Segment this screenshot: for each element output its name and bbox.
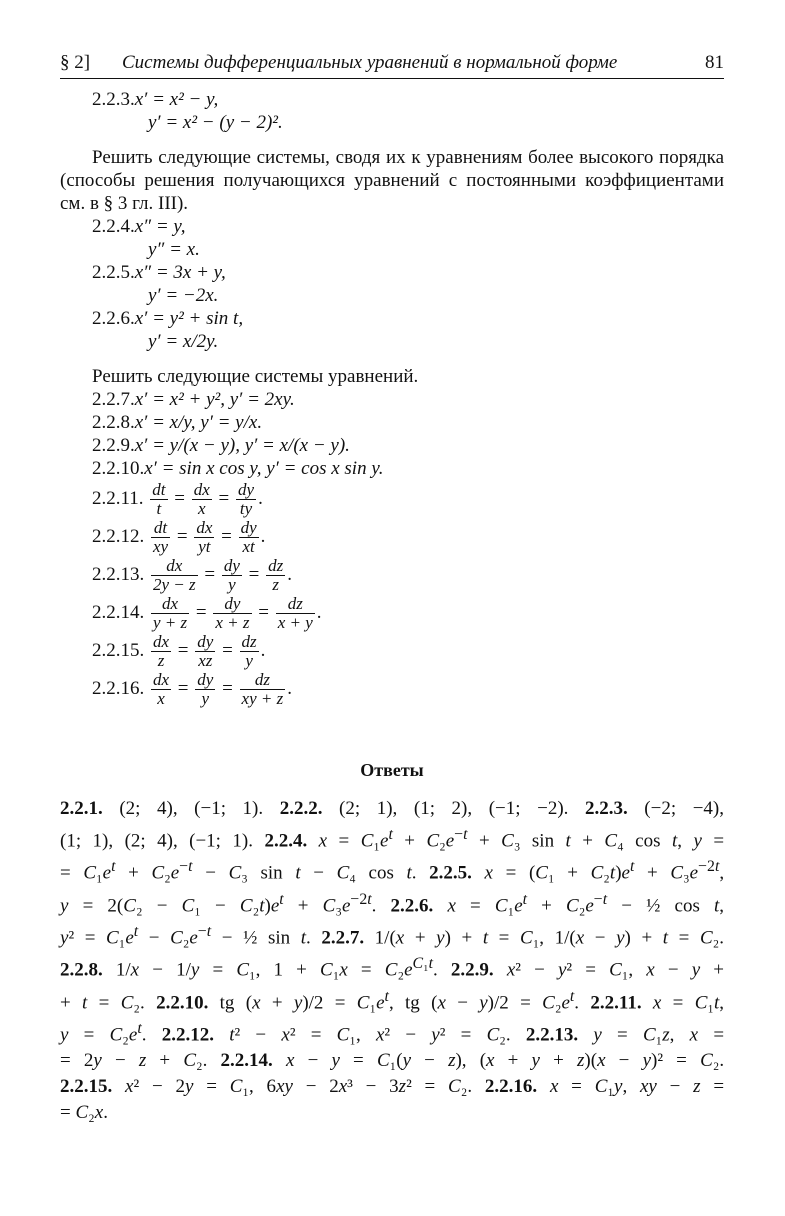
denominator: 2y − z (153, 575, 196, 595)
equals-sign: = (191, 602, 212, 623)
equals-sign: = (169, 488, 190, 509)
equals-sign: = (172, 526, 193, 547)
period: . (260, 640, 266, 661)
period: . (258, 488, 263, 509)
denominator: y (245, 651, 253, 671)
exercises-block (60, 88, 724, 708)
exercise-line (60, 594, 724, 632)
running-header (60, 52, 724, 79)
denominator: y + z (153, 613, 188, 633)
exercise-group-c (60, 388, 724, 480)
section-marker: § 2] (60, 52, 91, 73)
fraction (195, 671, 215, 708)
answer-line: $y^2 = C_1e^t - C_2e^{-t}$ − ½ sin t. 2.2.7. 1/(x + y) + t = C₁, 1/(x − y) + t = C₂. (60, 922, 725, 949)
exercise-line (60, 330, 724, 353)
denominator: xt (242, 537, 255, 557)
denominator: xy + z (241, 689, 284, 709)
equals-sign: = (173, 640, 194, 661)
exercise-group-b (60, 215, 724, 353)
period: . (260, 526, 266, 547)
answers-block (60, 796, 724, 1126)
numerator: dz (276, 595, 315, 614)
exercise-equation: y′ = x/2y. (148, 331, 219, 352)
exercise-label: 2.2.4. (92, 216, 135, 237)
exercise-equation: x′ = y/(x − y), y′ = x/(x − y). (134, 435, 350, 456)
exercise-line (60, 434, 724, 457)
numerator: dy (223, 556, 240, 576)
exercise-line (60, 670, 724, 708)
fraction (151, 633, 171, 670)
answers-heading: Ответы (360, 760, 424, 780)
book-page (60, 52, 724, 1192)
exercise-line (60, 556, 724, 594)
equals-sign: = (199, 564, 220, 585)
fraction (150, 481, 167, 518)
answer-line: + t = C₂. 2.2.10. tg $(x + y)/2 = C_1e^t$, tg $(x - y)/2 = C_2e^t$. 2.2.11. x = C₁t, (60, 987, 725, 1013)
fraction (151, 519, 170, 556)
exercise-line (60, 88, 724, 111)
fraction (240, 633, 259, 670)
instruction-reduce: Решить следующие системы, сводя их к уравнениям более высокого порядка (способы решения получающихся уравнений с постоянными коэффициентами см. в § 3 гл. III). (60, 147, 724, 214)
exercise-label: 2.2.7. (92, 389, 135, 410)
exercise-line (60, 411, 724, 434)
equals-sign: = (213, 488, 235, 509)
exercise-line (60, 480, 724, 518)
fraction (222, 557, 242, 594)
exercise-label: 2.2.13. (92, 564, 149, 585)
denominator: z (272, 575, 279, 595)
period: . (287, 678, 292, 699)
exercise-label: 2.2.12. (92, 526, 149, 547)
answer-line: 2.2.15. x² − 2y = C₁, 6xy − 2x³ − 3z² = C₂. 2.2.16. x = C₁y, xy − z = (60, 1076, 725, 1098)
exercise-line (60, 457, 724, 480)
fraction (239, 519, 259, 556)
denominator: y (228, 575, 236, 595)
denominator: xy (153, 537, 169, 557)
denominator: yt (198, 537, 211, 557)
page-number: 81 (705, 52, 724, 73)
exercise-equation: x′ = y² + sin t, (134, 308, 244, 329)
denominator: x (157, 689, 165, 709)
exercise-line (60, 518, 724, 556)
exercise-equation: x′ = x/y, y′ = y/x. (134, 412, 263, 433)
exercise-group-a (60, 88, 724, 134)
denominator: xz (198, 651, 213, 671)
numerator: dz (268, 556, 284, 576)
exercise-label: 2.2.10. (92, 458, 145, 479)
numerator: dx (193, 480, 210, 500)
exercise-label: 2.2.6. (92, 308, 135, 329)
exercise-group-fractions (60, 480, 724, 708)
denominator: x + y (277, 613, 313, 633)
fraction (151, 595, 189, 632)
fraction (151, 557, 198, 594)
exercise-label: 2.2.15. (92, 640, 149, 661)
period: . (316, 602, 322, 623)
running-title: Системы дифференциальных уравнений в нормальной форме (122, 52, 618, 73)
exercise-equation: x″ = 3x + y, (134, 262, 226, 283)
exercise-equation: x″ = y, (134, 216, 186, 237)
answer-line: 2.2.8. 1/x − 1/y = C₁, $1 + C_1x = C_2e^{C_1t}$. 2.2.9. x² − y² = C₁, x − y + (60, 955, 725, 981)
equals-sign: = (173, 678, 194, 699)
numerator: dy (213, 595, 251, 614)
fraction (236, 481, 256, 518)
exercise-label: 2.2.16. (92, 678, 149, 699)
equals-sign: = (217, 678, 238, 699)
denominator: z (157, 651, 165, 671)
fraction (194, 519, 214, 556)
exercise-line (60, 261, 724, 284)
equals-sign: = (253, 602, 274, 623)
exercise-equation: y″ = x. (148, 239, 200, 260)
fraction (213, 595, 251, 632)
answer-line: (1; 1), (2; 4), (−1; 1). 2.2.4. $x = C_1e^t + C_2e^{-t} + C_3$ sin t + C₄ cos t, y = (60, 826, 725, 852)
numerator: dy (197, 632, 214, 652)
numerator: dx (151, 595, 189, 614)
exercise-line (60, 388, 724, 411)
exercise-line (60, 632, 724, 670)
denominator: t (156, 499, 162, 519)
exercise-label: 2.2.11. (92, 488, 149, 509)
fraction (151, 671, 171, 708)
period: . (287, 564, 292, 585)
answer-line: = $C_1e^t + C_2e^{-t} - C_3$ sin t − C₄ cos t. 2.2.5. $x = (C_1 + C_2t)e^t + C_3e^{-2t}$, (60, 858, 725, 884)
exercise-equation: x′ = sin x cos y, y′ = cos x sin y. (144, 458, 384, 479)
answer-line: 2.2.1. (2; 4), (−1; 1). 2.2.2. (2; 1), (1; 2), (−1; −2). 2.2.3. (−2; −4), (60, 798, 724, 819)
answer-line: = 2y − z + C₂. 2.2.14. x − y = C₁(y − z), (x + y + z)(x − y)² = C₂. (60, 1050, 725, 1072)
answer-line: $y = C_2e^t$. 2.2.12. t² − x² = C₁, x² − y² = C₂. 2.2.13. y = C₁z, x = (60, 1019, 725, 1046)
exercise-line (60, 238, 724, 261)
numerator: dy (240, 518, 257, 538)
fraction (192, 481, 212, 518)
numerator: dy (197, 670, 214, 690)
numerator: dt (152, 480, 166, 500)
numerator: dx (153, 632, 170, 652)
numerator: dx (196, 518, 213, 538)
denominator: x + z (215, 613, 250, 633)
exercise-line (60, 284, 724, 307)
answer-line: = C₂x. (60, 1102, 108, 1124)
equals-sign: = (217, 640, 238, 661)
fraction (195, 633, 215, 670)
denominator: x (198, 499, 206, 519)
fraction (276, 595, 315, 632)
denominator: y (201, 689, 210, 709)
exercise-equation: x′ = x² + y², y′ = 2xy. (134, 389, 295, 410)
exercise-line (60, 215, 724, 238)
exercise-label: 2.2.3. (92, 89, 135, 110)
numerator: dy (238, 480, 255, 500)
equals-sign: = (243, 564, 265, 585)
exercise-label: 2.2.5. (92, 262, 135, 283)
numerator: dx (153, 670, 170, 690)
numerator: dz (241, 632, 257, 652)
exercise-equation: y′ = x² − (y − 2)². (148, 112, 283, 133)
numerator: dz (240, 671, 286, 690)
answer-line: $y = 2(C_2 - C_1 - C_2t)e^t + C_3e^{-2t}$. 2.2.6. $x = C_1e^t + C_2e^{-t}$ − ½ cos t, (60, 890, 725, 916)
equals-sign: = (216, 526, 237, 547)
exercise-equation: y′ = −2x. (148, 285, 219, 306)
instruction-solve: Решить следующие системы уравнений. (92, 366, 419, 387)
exercise-label: 2.2.14. (92, 602, 149, 623)
fraction (240, 671, 286, 708)
numerator: dx (151, 557, 198, 576)
numerator: dt (151, 519, 170, 538)
denominator: ty (239, 499, 253, 519)
fraction (266, 557, 285, 594)
exercise-equation: x′ = x² − y, (134, 89, 219, 110)
exercise-line (60, 111, 724, 134)
exercise-line (60, 307, 724, 330)
exercise-label: 2.2.9. (92, 435, 135, 456)
exercise-label: 2.2.8. (92, 412, 135, 433)
